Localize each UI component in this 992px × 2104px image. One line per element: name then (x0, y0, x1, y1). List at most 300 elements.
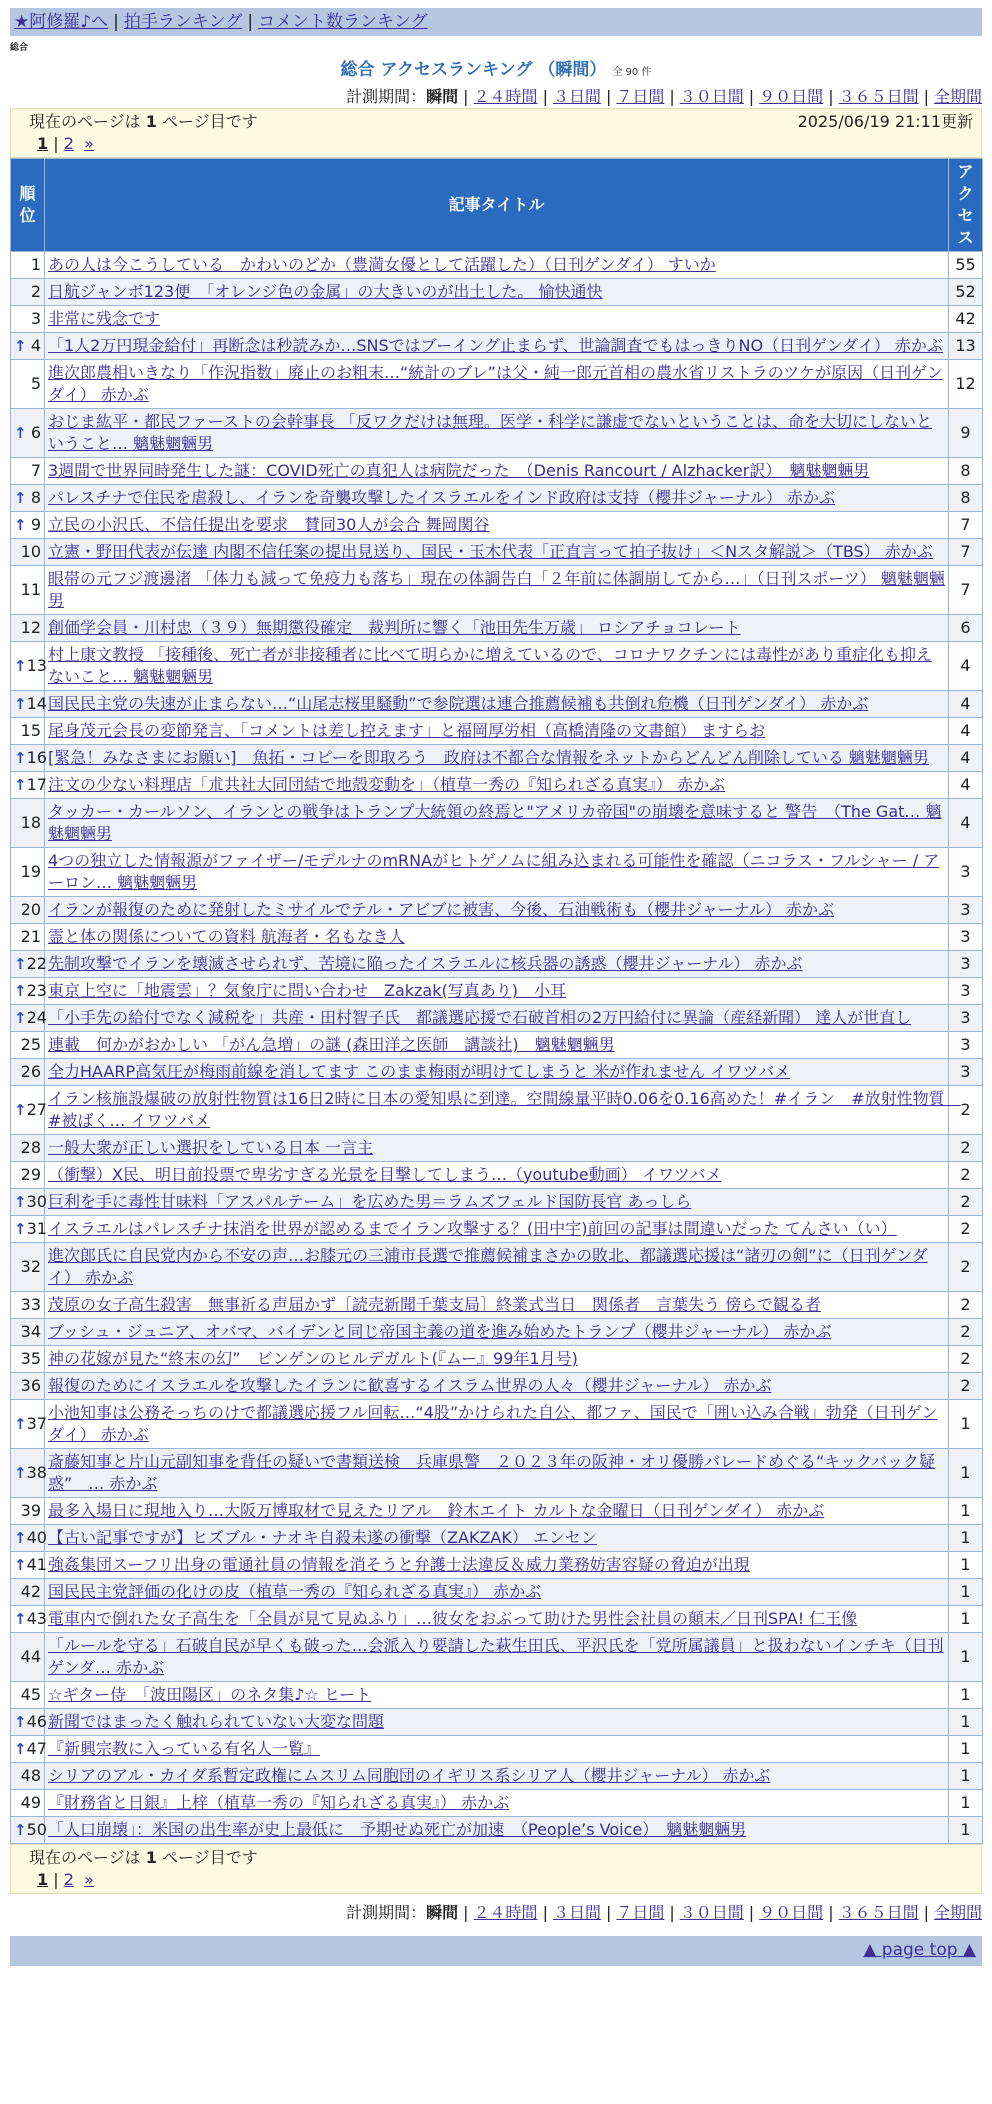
access-count: 4 (949, 772, 983, 799)
access-count: 4 (949, 718, 983, 745)
access-count: 8 (949, 485, 983, 512)
access-count: 1 (949, 1552, 983, 1579)
table-row (11, 1498, 983, 1525)
rank-cell (11, 1162, 45, 1189)
title-cell (45, 1579, 949, 1606)
rank-cell (11, 539, 45, 566)
title-cell (45, 1552, 949, 1579)
access-count: 1 (949, 1449, 983, 1498)
rank-cell (11, 1005, 45, 1032)
rank-number: 6 (30, 423, 41, 442)
article-link[interactable]: 報復のためにイスラエルを攻撃したイランに歓喜するイスラム世界の人々（櫻井ジャーナル） 赤かぶ (48, 1376, 772, 1395)
rank-number: 8 (30, 488, 41, 507)
table-row (11, 615, 983, 642)
article-link[interactable]: おじま紘平・都民ファーストの会幹事長 「反ワクだけは無理。医学・科学に謙虚でないということは、命を大切にしないということ… 魑魅魍魎男 (48, 412, 932, 453)
header-rank: 順位 (11, 159, 45, 252)
access-count: 1 (949, 1525, 983, 1552)
title-cell (45, 1790, 949, 1817)
rank-cell (11, 1086, 45, 1135)
table-row (11, 333, 983, 360)
rank-number: 17 (26, 775, 47, 794)
period-link[interactable]: ２４時間 (473, 87, 538, 106)
table-row (11, 924, 983, 951)
article-link[interactable]: 全力HAARP高気圧が梅雨前線を消してます このまま梅雨が明けてしまうと 米が作れません イワツバメ (48, 1062, 791, 1081)
nav-separator: | (113, 12, 119, 32)
rank-cell (11, 1552, 45, 1579)
rank-cell (11, 1400, 45, 1449)
article-link[interactable]: 斎藤知事と片山元副知事を背任の疑いで書類送検 兵庫県警 ２０２３年の阪神・オリ優勝パレードめぐる“キックバック疑惑” … 赤かぶ (48, 1452, 936, 1493)
article-link[interactable]: 国民民主党評価の化けの皮（植草一秀の『知られざる真実』） 赤かぶ (48, 1582, 542, 1601)
arrow-up-icon: ↑ (14, 749, 27, 767)
rank-number: 24 (26, 1008, 47, 1027)
title-cell (45, 1817, 949, 1844)
title-cell (45, 1086, 961, 1135)
current-page-text: 現在のページは 1 ページ目です (29, 112, 258, 131)
rank-cell (11, 691, 45, 718)
article-link[interactable]: [緊急！みなさまにお願い] 魚拓・コピーを即取ろう 政府は不都合な情報をネットからどんどん削除している 魑魅魍魎男 (48, 748, 929, 767)
title-cell (45, 1400, 949, 1449)
period-link[interactable]: ２４時間 (473, 1903, 538, 1922)
page-1-current: 1 (37, 134, 49, 153)
article-link[interactable]: 一般大衆が正しい選択をしている日本 一言主 (48, 1138, 374, 1157)
total-count: 全 90 件 (612, 67, 652, 78)
article-link[interactable]: 注文の少ない料理店「朮共社大同団結で地殻変動を」（植草一秀の『知られざる真実』） 赤かぶ (48, 775, 726, 794)
access-count: 6 (949, 615, 983, 642)
title-cell (45, 333, 949, 360)
title-cell (45, 1243, 949, 1292)
table-row (11, 306, 983, 333)
access-count: 13 (949, 333, 983, 360)
article-link[interactable]: 眼帯の元フジ渡邊渚 「体力も減って免疫力も落ち」現在の体調告白「２年前に体調崩してから…」（日刊スポーツ） 魑魅魍魎男 (48, 569, 945, 610)
next-page-link[interactable]: » (84, 134, 94, 153)
access-count: 2 (949, 1189, 983, 1216)
rank-number: 41 (26, 1555, 47, 1574)
rank-number: 2 (30, 282, 41, 301)
section-label: 総合 (10, 43, 29, 53)
article-link[interactable]: 神の花嫁が見た“終末の幻” ビンゲンのヒルデガルト(『ムー』99年1月号) (48, 1349, 578, 1368)
access-count: 7 (949, 512, 983, 539)
access-count: 2 (949, 1243, 983, 1292)
table-row (11, 718, 983, 745)
period-separator: | (463, 87, 469, 106)
article-link[interactable]: 「小手先の給付でなく減税を」共産・田村智子氏 都議選応援で石破首相の2万円給付に異論（産経新聞） 達人が世直し (48, 1008, 912, 1027)
title-cell (45, 512, 949, 539)
article-link[interactable]: 「ルールを守る」石破自民が早くも破った…会派入り要請した萩生田氏、平沢氏を「党所属議員」と扱わないインチキ（日刊ゲンダ… 赤かぶ (48, 1636, 944, 1677)
arrow-up-icon: ↑ (14, 1415, 27, 1433)
period-separator: | (605, 87, 612, 106)
table-row (11, 897, 983, 924)
access-count: 2 (949, 1373, 983, 1400)
title-cell (45, 458, 949, 485)
article-link[interactable]: 進次郎氏に自民党内から不安の声…お膝元の三浦市長選で推薦候補まさかの敗北、都議選応援は“諸刃の剣”に（日刊ゲンダイ） 赤かぶ (48, 1246, 928, 1287)
period-link[interactable]: ３０日間 (679, 87, 744, 106)
rank-cell (11, 252, 45, 279)
rank-cell (11, 1709, 45, 1736)
rank-number: 46 (26, 1712, 47, 1731)
table-row (11, 1059, 983, 1086)
period-link[interactable]: ９０日間 (759, 87, 824, 106)
period-separator: | (923, 87, 929, 106)
clap-ranking-link[interactable]: 拍手ランキング (123, 12, 243, 32)
title-cell (45, 799, 949, 848)
title-cell (45, 1525, 949, 1552)
article-link[interactable]: （衝撃）X民、明日前投票で卑劣すぎる光景を目撃してしまう…（youtube動画） イワツバメ (48, 1165, 722, 1184)
title-cell (45, 848, 949, 897)
rank-number: 19 (20, 862, 41, 881)
period-current: 瞬間 (426, 1903, 459, 1922)
table-row (11, 951, 983, 978)
rank-number: 26 (20, 1062, 41, 1081)
table-row (11, 1579, 983, 1606)
rank-cell (11, 924, 45, 951)
rank-number: 27 (26, 1100, 47, 1119)
article-link[interactable]: パレスチナで住民を虐殺し、イランを奇襲攻撃したイスラエルをインド政府は支持（櫻井ジャーナル） 赤かぶ (48, 488, 836, 507)
period-link[interactable]: ３０日間 (679, 1903, 744, 1922)
table-row (11, 691, 983, 718)
access-count: 1 (949, 1709, 983, 1736)
pagination-bottom (10, 1844, 982, 1894)
rank-cell (11, 409, 45, 458)
period-separator: | (923, 1903, 929, 1922)
rank-cell (11, 279, 45, 306)
access-count: 1 (949, 1400, 983, 1449)
title-cell (45, 1763, 949, 1790)
period-selector-top (10, 86, 982, 108)
page-links: 1 | 2 » (37, 1870, 94, 1889)
article-link[interactable]: 村上康文教授 「接種後、死亡者が非接種者に比べて明らかに増えているので、コロナワクチンには毒性があり重症化も抑えないこと… 魑魅魍魎男 (48, 645, 932, 686)
article-link[interactable]: 尾身茂元会長の変節発言、「コメントは差し控えます」と福岡厚労相（高橋清隆の文書館） ますらお (48, 721, 766, 740)
access-count: 1 (949, 1682, 983, 1709)
page-1-current: 1 (37, 1870, 49, 1889)
rank-number: 44 (20, 1647, 41, 1666)
article-link[interactable]: あの人は今こうしている かわいのどか（豊満女優として活躍した）（日刊ゲンダイ） すいか (48, 255, 716, 274)
table-row (11, 409, 983, 458)
rank-number: 35 (20, 1349, 41, 1368)
article-link[interactable]: 立民の小沢氏、不信任提出を要求 賛同30人が会合 舞岡関谷 (48, 515, 490, 534)
rank-cell (11, 512, 45, 539)
rank-cell (11, 566, 45, 615)
access-count: 1 (949, 1606, 983, 1633)
access-count: 3 (949, 978, 983, 1005)
title-cell (45, 1606, 949, 1633)
period-link[interactable]: ３日間 (552, 87, 601, 106)
rank-number: 48 (20, 1766, 41, 1785)
arrow-up-icon: ↑ (14, 516, 27, 534)
period-link[interactable]: ９０日間 (759, 1903, 824, 1922)
ranking-table (10, 158, 983, 1844)
rank-number: 11 (20, 580, 41, 599)
article-link[interactable]: 日航ジャンボ123便 「オレンジ色の金属」の大きいのが出土した。 愉快通快 (48, 282, 603, 301)
table-row (11, 1525, 983, 1552)
article-link[interactable]: 小池知事は公務そっちのけで都議選応援フル回転…“4股”かけられた自公、都ファ、国民で「囲い込み合戦」勃発（日刊ゲンダイ） 赤かぶ (48, 1403, 938, 1444)
table-row (11, 1135, 983, 1162)
table-row (11, 1292, 983, 1319)
page-top-link[interactable]: ▲ page top ▲ (863, 1940, 976, 1960)
access-count: 2 (949, 1162, 983, 1189)
table-row (11, 978, 983, 1005)
period-link[interactable]: ３日間 (552, 1903, 601, 1922)
article-link[interactable]: ☆ギター侍 「波田陽区」のネタ集♪☆ ヒート (48, 1685, 372, 1704)
period-link[interactable]: ３６５日間 (838, 1903, 919, 1922)
table-row (11, 1346, 983, 1373)
title-cell (45, 1319, 949, 1346)
rank-cell (11, 1525, 45, 1552)
access-count: 55 (949, 252, 983, 279)
table-row (11, 252, 983, 279)
table-row (11, 512, 983, 539)
comment-ranking-link[interactable]: コメント数ランキング (258, 12, 428, 32)
title-cell (45, 1709, 949, 1736)
period-label: 計測期間： (346, 87, 427, 106)
rank-number: 21 (20, 927, 41, 946)
rank-number: 45 (20, 1685, 41, 1704)
rank-cell (11, 1243, 45, 1292)
period-link[interactable]: ３６５日間 (838, 87, 919, 106)
table-row (11, 1216, 983, 1243)
article-link[interactable]: イラン核施設爆破の放射性物質は16日2時に日本の愛知県に到達。空間線量平時0.06を0.16高めた！#イラン #放射性物質 #被ばく… イワツバメ (48, 1089, 961, 1130)
rank-cell (11, 1319, 45, 1346)
period-separator: | (605, 1903, 612, 1922)
article-link[interactable]: 巨利を手に毒性甘味料「アスパルテーム」を広めた男＝ラムズフェルド国防長官 あっしら (48, 1192, 692, 1211)
table-row (11, 1162, 983, 1189)
title-cell (45, 924, 949, 951)
table-row (11, 1633, 983, 1682)
arrow-up-icon: ↑ (14, 955, 27, 973)
title-cell (45, 279, 949, 306)
footer-bar (10, 1936, 982, 1966)
article-link[interactable]: 連載 何かがおかしい 「がん急増」の謎 (森田洋之医師 講談社) 魑魅魍魎男 (48, 1035, 615, 1054)
title-cell (45, 1059, 949, 1086)
rank-number: 28 (20, 1138, 41, 1157)
article-link[interactable]: イランが報復のために発射したミサイルでテル・アビブに被害、今後、石油戦術も（櫻井ジャーナル） 赤かぶ (48, 900, 835, 919)
period-link[interactable]: ７日間 (616, 87, 665, 106)
rank-number: 31 (26, 1219, 47, 1238)
period-link[interactable]: ７日間 (616, 1903, 665, 1922)
article-link[interactable]: 立憲・野田代表が伝達 内閣不信任案の提出見送り、国民・玉木代表「正直言って拍子抜け」＜Nスタ解説＞（TBS） 赤かぶ (48, 542, 933, 561)
title-cell (45, 1135, 949, 1162)
period-separator: | (669, 1903, 675, 1922)
rank-cell (11, 1032, 45, 1059)
article-link[interactable]: 強姦集団スーフリ出身の電通社員の情報を消そうと弁護士法違反＆威力業務妨害容疑の脅迫が出現 (48, 1555, 750, 1574)
table-row (11, 1243, 983, 1292)
access-count: 1 (949, 1817, 983, 1844)
rank-number: 15 (20, 721, 41, 740)
arrow-up-icon: ↑ (14, 1821, 27, 1839)
article-link[interactable]: 進次郎農相いきなり「作況指数」廃止のお粗末…“統計のブレ”は父・純一郎元首相の農水省リストラのツケが原因（日刊ゲンダイ） 赤かぶ (48, 363, 943, 404)
arrow-up-icon: ↑ (14, 1009, 27, 1027)
title-cell (45, 718, 949, 745)
access-count: 42 (949, 306, 983, 333)
article-link[interactable]: 『新興宗教に入っている有名人一覧』 (48, 1739, 321, 1758)
article-link[interactable]: 茂原の女子高生殺害 無事祈る声届かず［読売新聞千葉支局］終業式当日 関係者 言葉失う 傍らで観る者 (48, 1295, 821, 1314)
access-count: 7 (949, 539, 983, 566)
table-row (11, 458, 983, 485)
arrow-up-icon: ↑ (14, 1610, 27, 1628)
access-count: 8 (949, 458, 983, 485)
table-row (11, 1736, 983, 1763)
title-cell (45, 1682, 949, 1709)
title-cell (45, 1216, 949, 1243)
article-link[interactable]: 『財務省と日銀』上梓（植草一秀の『知られざる真実』） 赤かぶ (48, 1793, 510, 1812)
access-count: 1 (949, 1736, 983, 1763)
table-row (11, 642, 983, 691)
title-cell (45, 772, 949, 799)
rank-cell (11, 615, 45, 642)
access-count: 4 (949, 691, 983, 718)
rank-number: 37 (26, 1414, 47, 1433)
period-separator: | (748, 1903, 755, 1922)
rank-cell (11, 745, 45, 772)
rank-number: 49 (20, 1793, 41, 1812)
table-row (11, 1005, 983, 1032)
title-cell (45, 691, 949, 718)
article-link[interactable]: 非常に残念です (48, 309, 161, 328)
article-link[interactable]: 国民民主党の失速が止まらない…“山尾志桜里騒動”で参院選は連合推薦候補も共倒れ危機（日刊ゲンダイ） 赤かぶ (48, 694, 869, 713)
access-count: 1 (949, 1579, 983, 1606)
article-link[interactable]: 霊と体の関係についての資料 航海者・名もなき人 (48, 927, 405, 946)
arrow-up-icon: ↑ (14, 1220, 27, 1238)
access-count: 4 (949, 642, 983, 691)
title-cell (45, 1032, 949, 1059)
rank-number: 12 (20, 618, 41, 637)
period-current: 瞬間 (426, 87, 459, 106)
rank-cell (11, 485, 45, 512)
access-count: 4 (949, 745, 983, 772)
rank-number: 43 (26, 1609, 47, 1628)
title-cell (45, 539, 949, 566)
page-2-link[interactable]: 2 (63, 1870, 74, 1889)
article-link[interactable]: 新聞ではまったく触れられていない大変な問題 (48, 1712, 385, 1731)
period-link[interactable]: 全期間 (933, 1903, 982, 1922)
table-row (11, 772, 983, 799)
article-link[interactable]: 4つの独立した情報源がファイザー/モデルナのmRNAがヒトゲノムに組み込まれる可能性を確認（ニコラス・フルシャー / アーロン… 魑魅魍魎男 (48, 851, 940, 892)
current-page-text: 現在のページは 1 ページ目です (29, 1848, 258, 1867)
title-cell (45, 485, 949, 512)
page-links: 1 | 2 » (37, 134, 94, 153)
pagination-top (10, 108, 982, 158)
arrow-up-icon: ↑ (14, 695, 27, 713)
access-count: 3 (949, 1032, 983, 1059)
rank-number: 7 (30, 461, 41, 480)
article-link[interactable]: 【古い記事ですが】ヒズブル・ナオキ自殺未遂の衝撃（ZAKZAK） エンセン (48, 1528, 597, 1547)
article-link[interactable]: 「1人2万円現金給付」再断念は秒読みか…SNSではブーイング止まらず、世論調査でもはっきりNO（日刊ゲンダイ） 赤かぶ (48, 336, 943, 355)
title-cell (45, 1292, 949, 1319)
top-nav-bar (10, 8, 982, 36)
access-count: 1 (949, 1790, 983, 1817)
rank-number: 34 (20, 1322, 41, 1341)
table-row (11, 1189, 983, 1216)
table-row (11, 1086, 983, 1135)
rank-number: 40 (26, 1528, 47, 1547)
title-cell (45, 1162, 949, 1189)
article-link[interactable]: 3週間で世界同時発生した謎：COVID死亡の真犯人は病院だった （Denis Rancourt / Alzhacker訳） 魑魅魍魎男 (48, 461, 870, 480)
rank-number: 30 (26, 1192, 47, 1211)
rank-cell (11, 1059, 45, 1086)
title-cell (45, 409, 949, 458)
table-row (11, 539, 983, 566)
page-2-link[interactable]: 2 (63, 134, 74, 153)
arrow-up-icon: ↑ (14, 982, 27, 1000)
rank-cell (11, 897, 45, 924)
rank-cell (11, 1736, 45, 1763)
table-row (11, 799, 983, 848)
rank-number: 1 (30, 255, 41, 274)
access-count: 4 (949, 799, 983, 848)
rank-cell (11, 360, 45, 409)
table-row (11, 848, 983, 897)
rank-cell (11, 1682, 45, 1709)
table-row (11, 1606, 983, 1633)
article-link[interactable]: 東京上空に「地震雲」？気象庁に問い合わせ Zakzak(写真あり) 小耳 (48, 981, 566, 1000)
rank-cell (11, 951, 45, 978)
table-row (11, 1373, 983, 1400)
rank-number: 16 (26, 748, 47, 767)
title-cell (45, 897, 949, 924)
access-count: 3 (949, 848, 983, 897)
table-row (11, 1400, 983, 1449)
rank-number: 14 (26, 694, 47, 713)
next-page-link[interactable]: » (84, 1870, 94, 1889)
title-cell (45, 1736, 949, 1763)
article-link[interactable]: ブッシュ・ジュニア、オバマ、バイデンと同じ帝国主義の道を進み始めたトランプ（櫻井ジャーナル） 赤かぶ (48, 1322, 832, 1341)
rank-number: 38 (26, 1463, 47, 1482)
header-title: 記事タイトル (45, 159, 949, 252)
arrow-up-icon: ↑ (14, 1556, 27, 1574)
period-label: 計測期間： (346, 1903, 427, 1922)
table-row (11, 566, 983, 615)
article-link[interactable]: 電車内で倒れた女子高生を「全員が見て見ぬふり」…彼女をおぶって助けた男性会社員の顛末／日刊SPA! 仁王像 (48, 1609, 858, 1628)
table-row (11, 485, 983, 512)
table-row (11, 360, 983, 409)
rank-cell (11, 333, 45, 360)
rank-number: 22 (26, 954, 47, 973)
arrow-up-icon: ↑ (14, 1464, 27, 1482)
rank-cell (11, 1346, 45, 1373)
title-cell (45, 615, 949, 642)
rank-number: 39 (20, 1501, 41, 1520)
article-link[interactable]: シリアのアル・カイダ系暫定政権にムスリム同胞団のイギリス系シリア人（櫻井ジャーナル） 赤かぶ (48, 1766, 771, 1785)
article-link[interactable]: タッカー・カールソン、イランとの戦争はトランプ大統領の終焉と"アメリカ帝国"の崩壊を意味すると 警告 （The Gat… 魑魅魍魎男 (48, 802, 942, 843)
table-row (11, 1790, 983, 1817)
article-link[interactable]: 創価学会員・川村忠（３９）無期懲役確定 裁判所に響く「池田先生万歳」 ロシアチョコレート (48, 618, 741, 637)
period-separator: | (463, 1903, 469, 1922)
article-link[interactable]: 先制攻撃でイランを壊滅させられず、苦境に陥ったイスラエルに核兵器の誘惑（櫻井ジャーナル） 赤かぶ (48, 954, 803, 973)
rank-cell (11, 718, 45, 745)
title-cell (45, 1373, 949, 1400)
period-link[interactable]: 全期間 (933, 87, 982, 106)
rank-cell (11, 642, 45, 691)
rank-number: 33 (20, 1295, 41, 1314)
article-link[interactable]: 「人口崩壊」：米国の出生率が史上最低に 予期せぬ死亡が加速 （People’s Voice） 魑魅魍魎男 (48, 1820, 747, 1839)
rank-number: 18 (20, 813, 41, 832)
rank-number: 20 (20, 900, 41, 919)
rank-cell (11, 306, 45, 333)
article-link[interactable]: 最多入場日に現地入り…大阪万博取材で見えたリアル 鈴木エイト カルトな金曜日（日刊ゲンダイ） 赤かぶ (48, 1501, 825, 1520)
updated-timestamp: 2025/06/19 21:11更新 (797, 112, 973, 131)
title-cell (45, 1498, 949, 1525)
article-link[interactable]: イスラエルはパレスチナ抹消を世界が認めるまでイラン攻撃する？(田中宇)前回の記事は間違いだった てんさい（い） (48, 1219, 897, 1238)
period-separator: | (748, 87, 755, 106)
rank-number: 29 (20, 1165, 41, 1184)
arrow-up-icon: ↑ (14, 1713, 27, 1731)
title-cell (45, 1005, 949, 1032)
access-count: 7 (949, 566, 983, 615)
rank-cell (11, 1449, 45, 1498)
table-row (11, 1449, 983, 1498)
home-link[interactable]: ★阿修羅♪へ (14, 12, 109, 32)
header-access: アクセス (949, 159, 983, 252)
access-count: 2 (949, 1346, 983, 1373)
